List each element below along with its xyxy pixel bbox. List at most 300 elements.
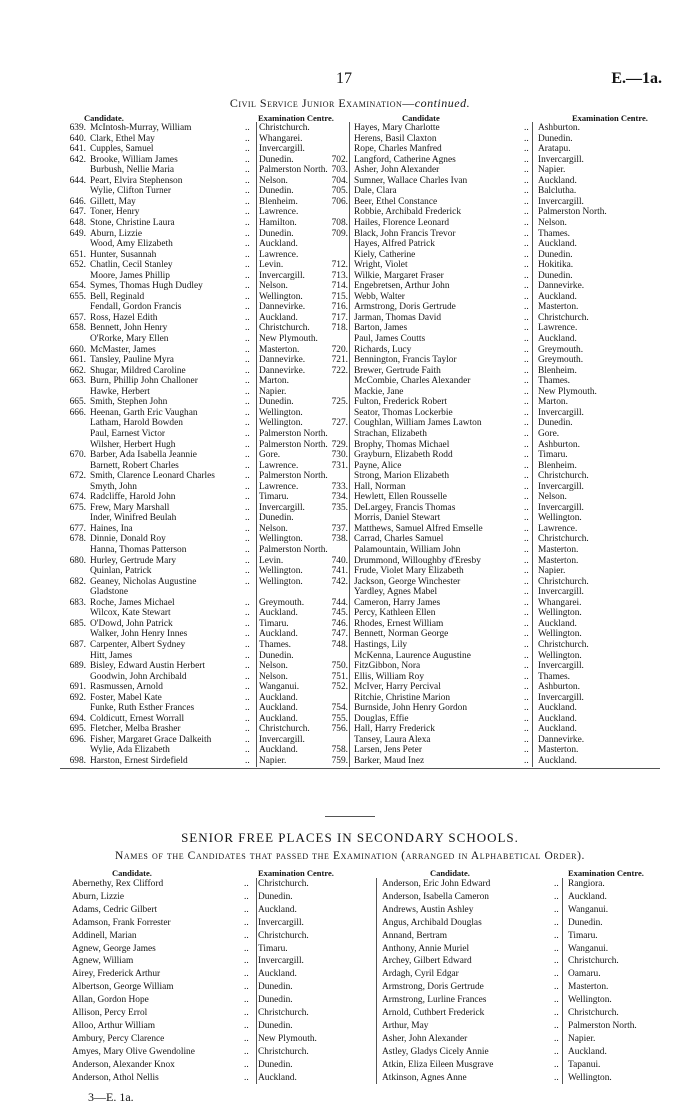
leader-dots: .. — [245, 513, 250, 524]
leader-dots: .. — [244, 879, 249, 889]
leader-dots: .. — [245, 555, 250, 566]
exam-centre: Lawrence. — [538, 523, 578, 534]
candidate-number: 717. — [331, 312, 348, 323]
candidate-name: Ambury, Percy Clarence — [72, 1033, 165, 1044]
candidate-name: Dinnie, Donald Roy — [90, 534, 166, 545]
senior-free-places-title: SENIOR FREE PLACES IN SECONDARY SCHOOLS. — [181, 830, 519, 845]
candidate-number: 730. — [331, 450, 348, 461]
exam-centre: Palmerston North. — [259, 471, 328, 482]
candidate-name: Bisley, Edward Austin Herbert — [90, 661, 205, 672]
leader-dots: .. — [524, 217, 529, 228]
candidate-number: 720. — [331, 344, 348, 355]
leader-dots: .. — [524, 207, 529, 218]
candidate-name: Walker, John Henry Innes — [90, 629, 188, 640]
leader-dots: .. — [554, 1008, 559, 1018]
candidate-name: Allison, Percy Errol — [72, 1008, 148, 1018]
candidate-number: 738. — [331, 534, 348, 545]
exam-centre: Auckland. — [568, 1046, 607, 1057]
exam-centre: Lawrence. — [259, 207, 299, 218]
candidate-name: Chatlin, Cecil Stanley — [90, 260, 173, 271]
candidate-name: Hall, Harry Frederick — [354, 724, 435, 735]
exam-centre: Masterton. — [538, 745, 579, 756]
candidate-name: Ardagh, Cyril Edgar — [382, 969, 459, 980]
exam-centre: Auckland. — [538, 334, 577, 344]
candidate-name: Jarman, Thomas David — [354, 312, 442, 323]
junior-exam-title: Civil Service Junior Examination—continued. — [229, 96, 471, 110]
exam-centre: Auckland. — [538, 239, 577, 250]
exam-centre: Blenheim. — [538, 365, 577, 376]
candidate-name: Hurley, Gertrude Mary — [90, 555, 177, 566]
exam-centre: Auckland. — [259, 629, 298, 640]
candidate-name: Webb, Walter — [354, 291, 405, 302]
candidate-name: Allan, Gordon Hope — [72, 995, 149, 1006]
leader-dots: .. — [524, 513, 529, 524]
candidate-number: 750. — [331, 661, 348, 672]
page-number: 17 — [336, 70, 352, 87]
leader-dots: .. — [244, 943, 249, 954]
candidate-number: 698. — [69, 756, 86, 766]
candidate-number: 714. — [331, 281, 348, 292]
leader-dots: .. — [524, 576, 529, 587]
exam-centre: Masterton. — [538, 302, 579, 313]
leader-dots: .. — [245, 682, 250, 693]
leader-dots: .. — [524, 639, 529, 650]
candidate-number: 696. — [69, 734, 86, 745]
leader-dots: .. — [244, 917, 249, 928]
column-rule — [256, 122, 257, 767]
leader-dots: .. — [524, 703, 529, 714]
candidate-name: Astley, Gladys Cicely Annie — [382, 1046, 489, 1057]
candidate-number: 695. — [69, 724, 86, 735]
leader-dots: .. — [524, 450, 529, 461]
exam-centre: Auckland. — [259, 692, 298, 703]
exam-centre: Palmerston North. — [259, 165, 328, 176]
leader-dots: .. — [524, 460, 529, 471]
leader-dots: .. — [245, 439, 250, 450]
exam-centre: Dunedin. — [538, 270, 573, 281]
candidate-name: Matthews, Samuel Alfred Emselle — [354, 523, 483, 534]
exam-centre: Dunedin. — [258, 1059, 293, 1070]
exam-centre: Auckland. — [538, 756, 577, 766]
leader-dots: .. — [245, 428, 250, 439]
exam-centre: Nelson. — [259, 671, 288, 682]
exam-centre: Invercargill. — [538, 481, 584, 492]
candidate-name: O'Rorke, Mary Ellen — [90, 334, 169, 344]
exam-centre: Dunedin. — [259, 154, 294, 165]
candidate-name: Ritchie, Christine Marion — [354, 692, 451, 703]
leader-dots: .. — [245, 323, 250, 334]
leader-dots: .. — [245, 523, 250, 534]
table-bottom-rule — [60, 768, 660, 769]
candidate-name: Hastings, Lily — [354, 639, 408, 650]
leader-dots: .. — [245, 386, 250, 397]
candidate-number: 648. — [69, 217, 86, 228]
exam-centre: Dannevirke. — [259, 365, 306, 376]
exam-centre: Wellington. — [538, 629, 582, 640]
exam-centre: Nelson. — [259, 523, 288, 534]
leader-dots: .. — [554, 1072, 559, 1083]
candidate-name: Hawke, Herbert — [90, 386, 150, 397]
senior-column-rule — [376, 878, 377, 1084]
leader-dots: .. — [524, 671, 529, 682]
leader-dots: .. — [524, 344, 529, 355]
candidate-name: Aburn, Lizzie — [72, 891, 125, 902]
candidate-name: McIntosh-Murray, William — [90, 123, 192, 133]
leader-dots: .. — [554, 1046, 559, 1057]
leader-dots: .. — [244, 1059, 249, 1070]
candidate-name: Asher, John Alexander — [354, 165, 440, 176]
leader-dots: .. — [245, 249, 250, 260]
candidate-name: Brophy, Thomas Michael — [354, 439, 450, 450]
exam-centre: Nelson. — [538, 217, 567, 228]
leader-dots: .. — [554, 943, 559, 954]
leader-dots: .. — [524, 133, 529, 144]
exam-centre: Whangarei. — [538, 597, 582, 608]
leader-dots: .. — [245, 703, 250, 714]
leader-dots: .. — [245, 376, 250, 387]
exam-centre: Dunedin. — [258, 891, 293, 902]
candidate-name: Moore, James Phillip — [90, 270, 170, 281]
leader-dots: .. — [245, 608, 250, 619]
candidate-name: Palamountain, William John — [354, 545, 461, 555]
exam-centre: Timaru. — [258, 943, 288, 954]
candidate-number: 661. — [69, 355, 86, 366]
candidate-name: O'Dowd, John Patrick — [90, 618, 173, 629]
senior-subtitle: Names of the Candidates that passed the Examination (arranged in Alphabetical Order). — [114, 850, 586, 862]
exam-centre: Wellington. — [259, 291, 303, 302]
candidate-name: Roche, James Michael — [90, 597, 175, 608]
candidate-name: Wylie, Ada Elizabeth — [90, 745, 170, 756]
candidate-name: Robbie, Archibald Frederick — [354, 207, 462, 218]
exam-centre: Dunedin. — [259, 650, 294, 661]
leader-dots: .. — [244, 956, 249, 967]
leader-dots: .. — [524, 502, 529, 513]
candidate-name: Smyth, John — [90, 481, 137, 492]
candidate-name: Herens, Basil Claxton — [354, 133, 437, 144]
leader-dots: .. — [244, 891, 249, 902]
leader-dots: .. — [245, 207, 250, 218]
exam-centre: Christchurch. — [568, 956, 619, 967]
exam-centre: Palmerston North. — [259, 439, 328, 450]
col-head-centre-right: Examination Centre. — [572, 113, 648, 123]
candidate-number: 651. — [69, 249, 86, 260]
candidate-name: Rhodes, Ernest William — [354, 618, 444, 629]
column-rule — [349, 122, 350, 767]
leader-dots: .. — [524, 291, 529, 302]
candidate-name: Airey, Frederick Arthur — [72, 969, 161, 980]
leader-dots: .. — [245, 566, 250, 577]
leader-dots: .. — [524, 154, 529, 165]
leader-dots: .. — [245, 534, 250, 545]
exam-centre: Masterton. — [538, 555, 579, 566]
exam-centre: New Plymouth. — [538, 386, 597, 397]
exam-centre: Dunedin. — [538, 249, 573, 260]
exam-centre: Dannevirke. — [259, 302, 306, 313]
candidate-name: Harston, Ernest Sirdefield — [90, 756, 188, 766]
exam-centre: Levin. — [259, 260, 284, 271]
exam-centre: Blenheim. — [259, 196, 298, 207]
candidate-name: Shugar, Mildred Caroline — [90, 365, 186, 376]
candidate-number: 718. — [331, 323, 348, 334]
exam-centre: Nelson. — [259, 661, 288, 672]
exam-centre: Ashburton. — [538, 439, 580, 450]
candidate-name: Tansley, Pauline Myra — [90, 355, 174, 366]
candidate-number: 687. — [69, 639, 86, 650]
candidate-number: 745. — [331, 608, 348, 619]
leader-dots: .. — [245, 260, 250, 271]
leader-dots: .. — [524, 175, 529, 186]
exam-centre: Dunedin. — [259, 397, 294, 408]
candidate-name: Funke, Ruth Esther Frances — [90, 703, 195, 714]
exam-centre: Balclutha. — [538, 186, 577, 197]
candidate-name: Heenan, Garth Eric Vaughan — [90, 407, 198, 418]
leader-dots: .. — [245, 144, 250, 155]
candidate-name: Archey, Gilbert Edward — [382, 956, 472, 967]
leader-dots: .. — [245, 133, 250, 144]
exam-centre: Napier. — [568, 1033, 596, 1044]
exam-centre: Christchurch. — [568, 1008, 619, 1018]
col-head-centre-left: Examination Centre. — [258, 113, 334, 123]
candidate-name: Percy, Kathleen Ellen — [354, 608, 436, 619]
candidate-number: 716. — [331, 302, 348, 313]
exam-centre: Auckland. — [259, 239, 298, 250]
exam-centre: Ashburton. — [538, 682, 580, 693]
exam-centre: Dunedin. — [538, 418, 573, 429]
candidate-name: Coldicutt, Ernest Worrall — [90, 713, 185, 724]
candidate-number: 703. — [331, 165, 348, 176]
candidate-name: Wilsher, Herbert Hugh — [90, 439, 176, 450]
exam-centre: Napier. — [538, 165, 566, 176]
candidate-name: Agnew, William — [72, 956, 134, 967]
candidate-name: Smith, Stephen John — [90, 397, 168, 408]
candidate-name: Annand, Bertram — [382, 930, 448, 941]
exam-centre: Napier. — [259, 386, 287, 397]
leader-dots: .. — [244, 995, 249, 1006]
exam-centre: Invercargill. — [259, 270, 305, 281]
candidate-number: 706. — [331, 196, 348, 207]
leader-dots: .. — [554, 891, 559, 902]
exam-centre: Christchurch. — [258, 1008, 309, 1018]
candidate-number: 644. — [69, 175, 86, 186]
candidate-name: Barker, Maud Inez — [354, 756, 425, 766]
leader-dots: .. — [245, 661, 250, 672]
candidate-number: 729. — [331, 439, 348, 450]
candidate-name: Rope, Charles Manfred — [354, 144, 442, 155]
candidate-number: 713. — [331, 270, 348, 281]
exam-centre: Invercargill. — [259, 144, 305, 155]
candidate-name: McCombie, Charles Alexander — [354, 376, 471, 387]
leader-dots: .. — [524, 471, 529, 482]
candidate-name: Hewlett, Ellen Rousselle — [354, 492, 447, 503]
candidate-name: Peart, Elvira Stephenson — [90, 175, 183, 186]
exam-centre: Wellington. — [538, 650, 582, 661]
candidate-name: Fendall, Gordon Francis — [90, 302, 182, 313]
leader-dots: .. — [524, 386, 529, 397]
leader-dots: .. — [245, 692, 250, 703]
leader-dots: .. — [245, 450, 250, 461]
leader-dots: .. — [245, 175, 250, 186]
candidate-name: Gladstone — [90, 587, 129, 598]
exam-centre: Timaru. — [259, 492, 289, 503]
candidate-name: Burbush, Nellie Maria — [90, 165, 175, 176]
candidate-name: Ross, Hazel Edith — [90, 312, 158, 323]
exam-centre: Wellington. — [259, 407, 303, 418]
exam-centre: Dunedin. — [259, 513, 294, 524]
leader-dots: .. — [244, 1020, 249, 1031]
candidate-name: Burnside, John Henry Gordon — [354, 703, 468, 714]
candidate-number: 754. — [331, 703, 348, 714]
leader-dots: .. — [245, 397, 250, 408]
exam-centre: Wanganui. — [568, 943, 609, 954]
leader-dots: .. — [554, 1033, 559, 1044]
exam-centre: Greymouth. — [538, 355, 584, 366]
candidate-number: 641. — [69, 144, 86, 155]
exam-centre: Auckland. — [538, 703, 577, 714]
leader-dots: .. — [524, 428, 529, 439]
exam-centre: Christchurch. — [259, 323, 310, 334]
exam-centre: Napier. — [538, 566, 566, 577]
candidate-name: McKenna, Laurence Augustine — [354, 650, 471, 661]
leader-dots: .. — [554, 969, 559, 980]
leader-dots: .. — [524, 397, 529, 408]
leader-dots: .. — [524, 312, 529, 323]
candidate-number: 683. — [69, 597, 86, 608]
leader-dots: .. — [245, 228, 250, 239]
leader-dots: .. — [524, 165, 529, 176]
candidate-name: Kiely, Catherine — [354, 249, 416, 260]
candidate-name: Hayes, Mary Charlotte — [354, 123, 440, 133]
exam-centre: Tapanui. — [568, 1059, 601, 1070]
candidate-name: Dale, Clara — [354, 186, 397, 197]
exam-centre: Invercargill. — [538, 196, 584, 207]
exam-centre: Invercargill. — [538, 661, 584, 672]
candidate-number: 702. — [331, 154, 348, 165]
exam-centre: Christchurch. — [538, 471, 589, 482]
candidate-name: Mackie, Jane — [354, 386, 404, 397]
page-header — [0, 70, 700, 90]
candidate-name: Armstrong, Doris Gertrude — [354, 302, 456, 313]
exam-centre: Nelson. — [259, 281, 288, 292]
candidate-number: 708. — [331, 217, 348, 228]
exam-centre: Auckland. — [259, 703, 298, 714]
leader-dots: .. — [244, 982, 249, 993]
candidate-name: Agnew, George James — [72, 943, 156, 954]
candidate-number: 740. — [331, 555, 348, 566]
leader-dots: .. — [524, 650, 529, 661]
candidate-name: Geaney, Nicholas Augustine — [90, 576, 197, 587]
leader-dots: .. — [554, 904, 559, 915]
leader-dots: .. — [524, 196, 529, 207]
exam-centre: Lawrence. — [259, 249, 299, 260]
candidate-name: Paul, Earnest Victor — [90, 428, 166, 439]
exam-centre: Dunedin. — [259, 228, 294, 239]
leader-dots: .. — [245, 334, 250, 344]
leader-dots: .. — [524, 239, 529, 250]
candidate-number: 692. — [69, 692, 86, 703]
candidate-name: Morris, Daniel Stewart — [354, 513, 441, 524]
candidate-name: Payne, Alice — [354, 460, 402, 471]
exam-centre: Auckland. — [538, 618, 577, 629]
exam-centre: Auckland. — [259, 745, 298, 756]
candidate-name: FitzGibbon, Nora — [354, 661, 421, 672]
candidate-name: Aburn, Lizzie — [90, 228, 143, 239]
exam-centre: Napier. — [259, 756, 287, 766]
candidate-name: Arthur, May — [382, 1020, 429, 1031]
candidate-name: Bennington, Francis Taylor — [354, 355, 457, 366]
candidate-name: Wylie, Clifton Turner — [90, 186, 171, 197]
exam-centre: Whangarei. — [259, 133, 303, 144]
candidate-name: Black, John Francis Trevor — [354, 228, 456, 239]
exam-centre: Auckland. — [258, 969, 297, 980]
candidate-number: 654. — [69, 281, 86, 292]
leader-dots: .. — [245, 217, 250, 228]
candidate-number: 658. — [69, 323, 86, 334]
exam-centre: Lawrence. — [259, 460, 299, 471]
leader-dots: .. — [524, 365, 529, 376]
candidate-name: Hitt, James — [90, 650, 133, 661]
exam-centre: Thames. — [538, 376, 571, 387]
exam-centre: Wellington. — [259, 418, 303, 429]
candidate-name: Addinell, Marian — [72, 930, 137, 941]
candidate-name: Albertson, George William — [72, 982, 174, 993]
exam-centre: Masterton. — [538, 545, 579, 555]
exam-centre: Wellington. — [259, 534, 303, 545]
candidate-name: Tansey, Laura Alexa — [354, 734, 431, 745]
leader-dots: .. — [245, 460, 250, 471]
candidate-name: Hailes, Florence Leonard — [354, 217, 450, 228]
leader-dots: .. — [245, 312, 250, 323]
candidate-name: Asher, John Alexander — [382, 1033, 468, 1044]
document-code: E.—1a. — [611, 70, 662, 87]
leader-dots: .. — [524, 249, 529, 260]
leader-dots: .. — [245, 418, 250, 429]
candidate-number: 666. — [69, 407, 86, 418]
exam-centre: Auckland. — [538, 291, 577, 302]
leader-dots: .. — [524, 186, 529, 197]
exam-centre: Dunedin. — [538, 133, 573, 144]
leader-dots: .. — [245, 481, 250, 492]
candidate-name: Adams, Cedric Gilbert — [72, 904, 158, 915]
leader-dots: .. — [245, 344, 250, 355]
candidate-name: Coughlan, William James Lawton — [354, 418, 482, 429]
exam-centre: Masterton. — [568, 982, 609, 993]
candidate-number: 694. — [69, 713, 86, 724]
leader-dots: .. — [245, 576, 250, 587]
exam-centre: Timaru. — [538, 450, 568, 461]
exam-centre: Palmerston North. — [538, 207, 607, 218]
candidate-number: 746. — [331, 618, 348, 629]
leader-dots: .. — [244, 1072, 249, 1083]
leader-dots: .. — [554, 995, 559, 1006]
candidate-number: 649. — [69, 228, 86, 239]
exam-centre: Oamaru. — [568, 969, 601, 980]
senior-column-rule — [256, 878, 257, 1084]
senior-col-head-candidate-right: Candidate. — [430, 868, 470, 878]
exam-centre: Rangiora. — [568, 879, 605, 889]
candidate-name: Ellis, William Roy — [354, 671, 425, 682]
exam-centre: Auckland. — [568, 891, 607, 902]
exam-centre: Thames. — [259, 639, 292, 650]
candidate-name: Wilcox, Kate Stewart — [90, 608, 171, 619]
leader-dots: .. — [524, 523, 529, 534]
leader-dots: .. — [245, 713, 250, 724]
exam-centre: Palmerston North. — [568, 1020, 637, 1031]
exam-centre: Dunedin. — [258, 1020, 293, 1031]
candidate-name: Strong, Marion Elizabeth — [354, 471, 450, 482]
exam-centre: Invercargill. — [259, 734, 305, 745]
candidate-name: Fletcher, Melba Brasher — [90, 724, 181, 735]
leader-dots: .. — [244, 1008, 249, 1018]
